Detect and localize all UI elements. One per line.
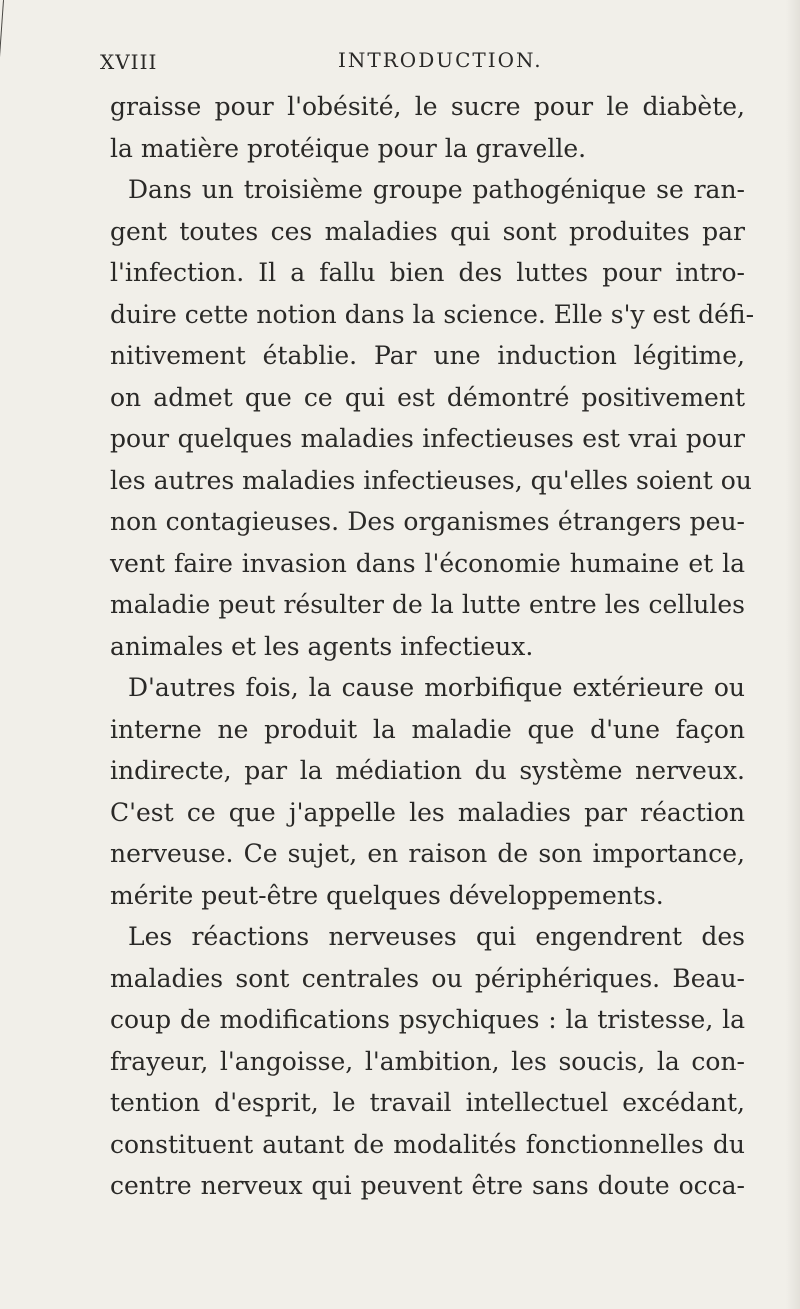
text-line: Dans un troisième groupe pathogénique se ran- [128,175,745,204]
text-line: C'est ce que j'appelle les maladies par réaction [110,797,745,827]
text-line: nerveuse. Ce sujet, en raison de son importance, [110,839,745,868]
text-line: on admet que ce qui est démontré positivement [110,382,745,412]
text-line: D'autres fois, la cause morbifique extérieure ou [128,673,745,702]
text-line: coup de modifications psychiques : la tristesse, la [110,1005,745,1034]
text-line: vent faire invasion dans l'économie humaine et la [110,548,745,578]
text-line: nitivement établie. Par une induction légitime, [110,341,745,370]
text-line: gent toutes ces maladies qui sont produites par [110,216,745,246]
running-header [100,40,740,80]
body-text [110,86,755,1207]
text-line: tention d'esprit, le travail intellectuel excédant, [110,1088,745,1117]
text-line: les autres maladies infectieuses, qu'elles soient ou [110,465,752,495]
text-line: animales et les agents infectieux. [110,631,534,661]
text-line: indirecte, par la médiation du système nerveux. [110,756,745,785]
text-line: constituent autant de modalités fonctionnelles du [110,1129,745,1159]
text-line: maladies sont centrales ou périphériques. Beau- [110,963,745,993]
text-line: non contagieuses. Des organismes étrangers peu- [110,507,745,536]
text-line: l'infection. Il a fallu bien des luttes pour intro- [110,258,745,287]
text-line: interne ne produit la maladie que d'une façon [110,714,745,744]
page-edge-mark [0,0,4,120]
page-gutter-shadow [786,0,800,1309]
text-line: duire cette notion dans la science. Elle s'y est défi- [110,299,755,329]
text-line: Les réactions nerveuses qui engendrent des [128,922,745,951]
text-line: centre nerveux qui peuvent être sans doute occa- [110,1171,745,1200]
text-line: pour quelques maladies infectieuses est vrai pour [110,424,745,453]
text-line: maladie peut résulter de la lutte entre les cellules [110,590,745,619]
page-number: XVIII [100,50,158,74]
running-title: INTRODUCTION. [338,48,543,72]
text-line: frayeur, l'angoisse, l'ambition, les soucis, la con- [110,1046,745,1076]
text-line: graisse pour l'obésité, le sucre pour le diabète, [110,92,745,121]
text-line: mérite peut-être quelques développements. [110,880,664,910]
text-line: la matière protéique pour la gravelle. [110,133,587,163]
